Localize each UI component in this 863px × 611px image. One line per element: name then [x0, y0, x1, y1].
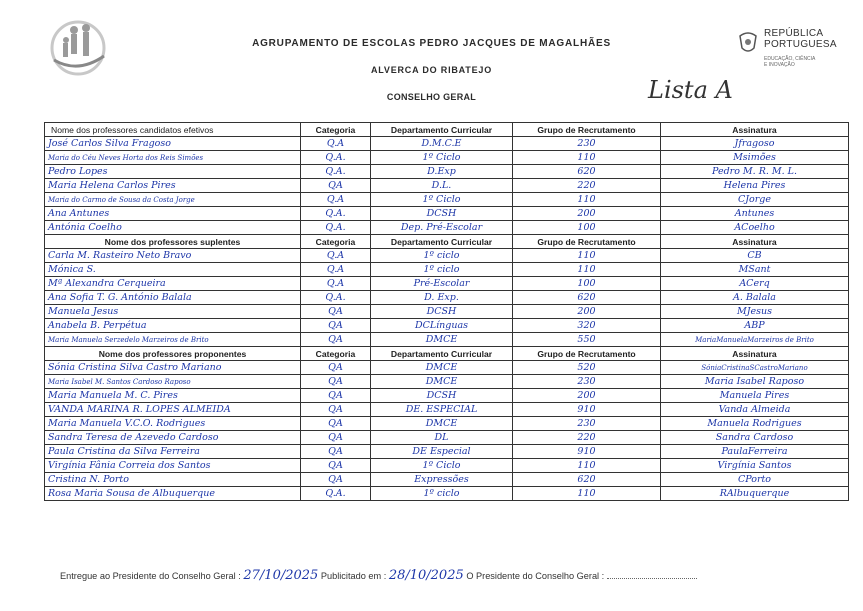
grupo-cell: 110 [513, 263, 661, 277]
signature-cell: Jfragoso [661, 137, 849, 151]
table-row [45, 165, 849, 179]
grupo-cell: 230 [513, 375, 661, 389]
table-row [45, 487, 849, 501]
section-title: Nome dos professores suplentes [45, 235, 301, 249]
signature-cell: MJesus [661, 305, 849, 319]
categoria-cell: QA [301, 417, 371, 431]
teacher-name: Sandra Teresa de Azevedo Cardoso [45, 431, 301, 445]
signature-cell: Maria Isabel Raposo [661, 375, 849, 389]
school-title: AGRUPAMENTO DE ESCOLAS PEDRO JACQUES DE MAGALHÃES [252, 38, 611, 49]
signature-cell: PaulaFerreira [661, 445, 849, 459]
grupo-cell: 200 [513, 389, 661, 403]
grupo-cell: 220 [513, 179, 661, 193]
teacher-name: Maria do Céu Neves Horta dos Reis Simões [45, 151, 301, 165]
teacher-name: Ana Sofia T. G. António Balala [45, 291, 301, 305]
grupo-cell: 100 [513, 277, 661, 291]
grupo-cell: 200 [513, 305, 661, 319]
teacher-name: Pedro Lopes [45, 165, 301, 179]
departamento-cell: DCSH [371, 305, 513, 319]
table-row [45, 375, 849, 389]
table-row [45, 193, 849, 207]
grupo-cell: 620 [513, 291, 661, 305]
categoria-cell: Q.A [301, 137, 371, 151]
teacher-name: Rosa Maria Sousa de Albuquerque [45, 487, 301, 501]
departamento-cell: 1º ciclo [371, 263, 513, 277]
grupo-cell: 220 [513, 431, 661, 445]
categoria-cell: Q.A. [301, 487, 371, 501]
departamento-cell: D.L. [371, 179, 513, 193]
departamento-cell: DCSH [371, 207, 513, 221]
signature-cell: ACoelho [661, 221, 849, 235]
table-row [45, 389, 849, 403]
column-header-categoria: Categoria [301, 235, 371, 249]
table-row [45, 151, 849, 165]
section-header-row [45, 235, 849, 249]
table-row [45, 403, 849, 417]
categoria-cell: QA [301, 431, 371, 445]
column-header-grupo: Grupo de Recrutamento [513, 347, 661, 361]
teacher-name: Maria Manuela V.C.O. Rodrigues [45, 417, 301, 431]
teacher-name: Maria Manuela M. C. Pires [45, 389, 301, 403]
column-header-grupo: Grupo de Recrutamento [513, 123, 661, 137]
president-signature [607, 566, 697, 579]
categoria-cell: QA [301, 305, 371, 319]
table-row [45, 473, 849, 487]
departamento-cell: DL [371, 431, 513, 445]
departamento-cell: DMCE [371, 375, 513, 389]
ministry-name: EDUCAÇÃO, CIÊNCIA E INOVAÇÃO [764, 56, 816, 68]
list-mark: Lista A [648, 76, 733, 104]
signature-cell: MSant [661, 263, 849, 277]
teacher-name: Carla M. Rasteiro Neto Bravo [45, 249, 301, 263]
categoria-cell: Q.A [301, 277, 371, 291]
departamento-cell: D. Exp. [371, 291, 513, 305]
grupo-cell: 910 [513, 403, 661, 417]
table-row [45, 333, 849, 347]
signature-cell: A. Balala [661, 291, 849, 305]
grupo-cell: 320 [513, 319, 661, 333]
column-header-assinatura: Assinatura [661, 235, 849, 249]
grupo-cell: 110 [513, 459, 661, 473]
departamento-cell: DMCE [371, 417, 513, 431]
column-header-assinatura: Assinatura [661, 123, 849, 137]
grupo-cell: 100 [513, 221, 661, 235]
signature-cell: Helena Pires [661, 179, 849, 193]
signature-cell: Sandra Cardoso [661, 431, 849, 445]
signature-cell: CPorto [661, 473, 849, 487]
grupo-cell: 110 [513, 193, 661, 207]
president-label: O Presidente do Conselho Geral : [466, 571, 605, 581]
signature-cell: ABP [661, 319, 849, 333]
signature-cell: SóniaCristinaSCastroMariano [661, 361, 849, 375]
section-header-row [45, 347, 849, 361]
signature-cell: MariaManuelaMarzeiros de Brito [661, 333, 849, 347]
grupo-cell: 200 [513, 207, 661, 221]
table-row [45, 417, 849, 431]
teacher-name: Anabela B. Perpétua [45, 319, 301, 333]
teacher-name: Manuela Jesus [45, 305, 301, 319]
table-row [45, 319, 849, 333]
teacher-name: Mª Alexandra Cerqueira [45, 277, 301, 291]
grupo-cell: 620 [513, 473, 661, 487]
table-row [45, 207, 849, 221]
teacher-name: Paula Cristina da Silva Ferreira [45, 445, 301, 459]
candidates-table [44, 122, 849, 501]
categoria-cell: Q.A [301, 193, 371, 207]
location-title: ALVERCA DO RIBATEJO [370, 65, 493, 75]
signature-cell: Vanda Almeida [661, 403, 849, 417]
departamento-cell: D.Exp [371, 165, 513, 179]
republic-name: REPÚBLICA PORTUGUESA [764, 28, 837, 50]
categoria-cell: QA [301, 375, 371, 389]
departamento-cell: DCSH [371, 389, 513, 403]
column-header-departamento: Departamento Curricular [371, 123, 513, 137]
categoria-cell: Q.A. [301, 151, 371, 165]
published-label: Publicitado em : [320, 571, 387, 581]
teacher-name: VANDA MARINA R. LOPES ALMEIDA [45, 403, 301, 417]
teacher-name: Maria Isabel M. Santos Cardoso Raposo [45, 375, 301, 389]
teacher-name: Cristina N. Porto [45, 473, 301, 487]
departamento-cell: 1º ciclo [371, 487, 513, 501]
table-row [45, 291, 849, 305]
column-header-departamento: Departamento Curricular [371, 235, 513, 249]
column-header-categoria: Categoria [301, 347, 371, 361]
table-row [45, 361, 849, 375]
table-row [45, 445, 849, 459]
categoria-cell: Q.A [301, 249, 371, 263]
teacher-name: José Carlos Silva Fragoso [45, 137, 301, 151]
signature-cell: Manuela Pires [661, 389, 849, 403]
teacher-name: Antónia Coelho [45, 221, 301, 235]
signature-cell: CB [661, 249, 849, 263]
signature-cell: CJorge [661, 193, 849, 207]
published-date: 28/10/2025 [388, 568, 464, 583]
categoria-cell: QA [301, 361, 371, 375]
table-row [45, 459, 849, 473]
grupo-cell: 110 [513, 151, 661, 165]
teacher-name: Maria Helena Carlos Pires [45, 179, 301, 193]
grupo-cell: 550 [513, 333, 661, 347]
table-row [45, 277, 849, 291]
grupo-cell: 110 [513, 249, 661, 263]
column-header-departamento: Departamento Curricular [371, 347, 513, 361]
categoria-cell: QA [301, 179, 371, 193]
categoria-cell: QA [301, 389, 371, 403]
table-row [45, 305, 849, 319]
categoria-cell: QA [301, 333, 371, 347]
categoria-cell: Q.A. [301, 165, 371, 179]
departamento-cell: 1º Ciclo [371, 193, 513, 207]
departamento-cell: 1º ciclo [371, 249, 513, 263]
categoria-cell: Q.A. [301, 221, 371, 235]
categoria-cell: QA [301, 473, 371, 487]
grupo-cell: 110 [513, 487, 661, 501]
signature-cell: Antunes [661, 207, 849, 221]
departamento-cell: Expressões [371, 473, 513, 487]
teacher-name: Ana Antunes [45, 207, 301, 221]
grupo-cell: 620 [513, 165, 661, 179]
signature-cell: Manuela Rodrigues [661, 417, 849, 431]
section-header-row [45, 123, 849, 137]
teacher-name: Virgínia Fânia Correia dos Santos [45, 459, 301, 473]
categoria-cell: Q.A. [301, 207, 371, 221]
departamento-cell: Pré-Escolar [371, 277, 513, 291]
departamento-cell: DMCE [371, 361, 513, 375]
table-row [45, 263, 849, 277]
teacher-name: Maria do Carmo de Sousa da Costa Jorge [45, 193, 301, 207]
section-title: Nome dos professores candidatos efetivos [45, 123, 301, 137]
departamento-cell: 1º Ciclo [371, 151, 513, 165]
categoria-cell: QA [301, 319, 371, 333]
grupo-cell: 910 [513, 445, 661, 459]
departamento-cell: DE. ESPECIAL [371, 403, 513, 417]
categoria-cell: Q.A [301, 263, 371, 277]
signature-cell: ACerq [661, 277, 849, 291]
section-title: Nome dos professores proponentes [45, 347, 301, 361]
table-row [45, 221, 849, 235]
table-row [45, 179, 849, 193]
signature-cell: Pedro M. R. M. L. [661, 165, 849, 179]
footer [60, 566, 697, 583]
delivered-label: Entregue ao Presidente do Conselho Geral : [60, 571, 241, 581]
table-row [45, 431, 849, 445]
departamento-cell: DCLínguas [371, 319, 513, 333]
categoria-cell: QA [301, 459, 371, 473]
grupo-cell: 230 [513, 137, 661, 151]
teacher-name: Maria Manuela Serzedelo Marzeiros de Brito [45, 333, 301, 347]
teacher-name: Mónica S. [45, 263, 301, 277]
signature-cell: Msimões [661, 151, 849, 165]
teacher-name: Sónia Cristina Silva Castro Mariano [45, 361, 301, 375]
departamento-cell: DMCE [371, 333, 513, 347]
table-row [45, 137, 849, 151]
council-title: CONSELHO GERAL [386, 92, 477, 102]
categoria-cell: QA [301, 403, 371, 417]
column-header-categoria: Categoria [301, 123, 371, 137]
categoria-cell: Q.A. [301, 291, 371, 305]
column-header-grupo: Grupo de Recrutamento [513, 235, 661, 249]
departamento-cell: 1º Ciclo [371, 459, 513, 473]
grupo-cell: 230 [513, 417, 661, 431]
delivered-date: 27/10/2025 [243, 568, 319, 583]
departamento-cell: Dep. Pré-Escolar [371, 221, 513, 235]
signature-cell: RAlbuquerque [661, 487, 849, 501]
column-header-assinatura: Assinatura [661, 347, 849, 361]
grupo-cell: 520 [513, 361, 661, 375]
signature-cell: Virgínia Santos [661, 459, 849, 473]
table-row [45, 249, 849, 263]
departamento-cell: DE Especial [371, 445, 513, 459]
categoria-cell: QA [301, 445, 371, 459]
departamento-cell: D.M.C.E [371, 137, 513, 151]
